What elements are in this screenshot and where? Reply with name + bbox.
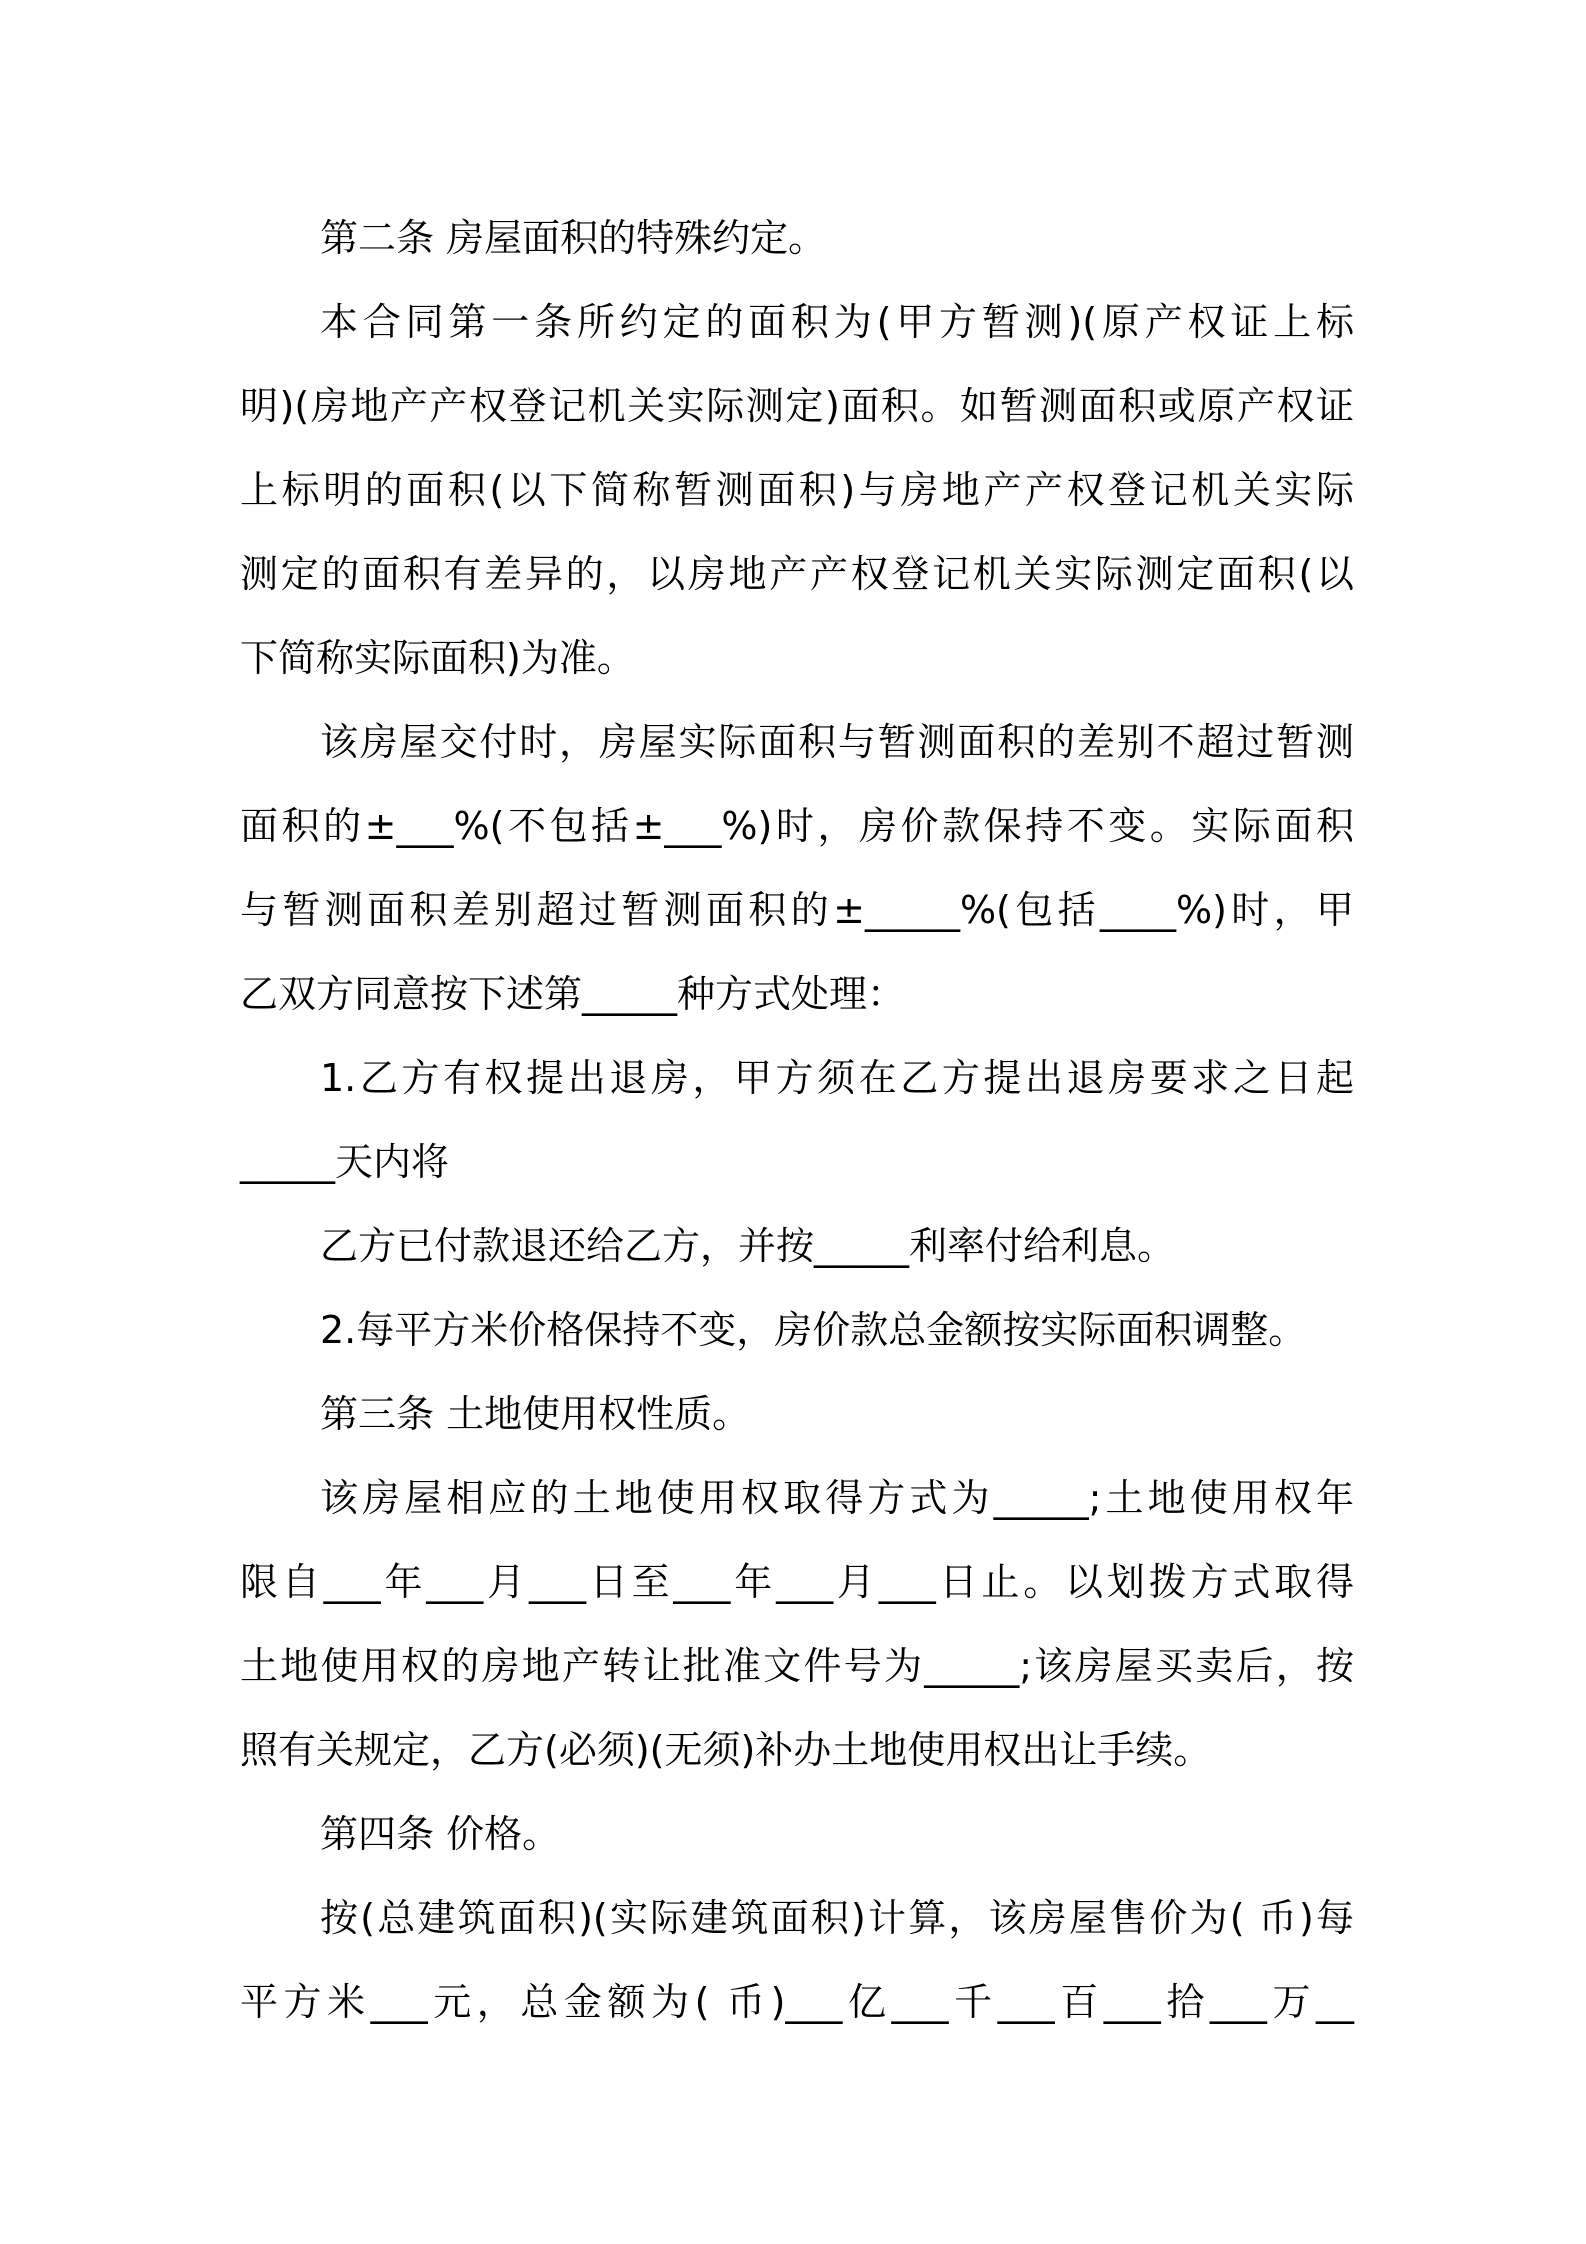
document-line: 与暂测面积差别超过暂测面积的±_____%(包括____%)时，甲 xyxy=(240,888,1354,932)
document-line: 土地使用权的房地产转让批准文件号为_____;该房屋买卖后，按 xyxy=(240,1644,1354,1688)
document-line: 限自___年___月___日至___年___月___日止。以划拨方式取得 xyxy=(240,1560,1354,1604)
document-line: 测定的面积有差异的，以房地产产权登记机关实际测定面积(以 xyxy=(240,552,1354,596)
document-line: 1.乙方有权提出退房，甲方须在乙方提出退房要求之日起 xyxy=(320,1056,1354,1100)
document-line: 平方米___元，总金额为( 币)___亿___千___百___拾___万__ xyxy=(240,1980,1354,2024)
document-line: 按(总建筑面积)(实际建筑面积)计算，该房屋售价为( 币)每 xyxy=(320,1896,1354,1940)
document-line: 第三条 土地使用权性质。 xyxy=(320,1392,751,1436)
document-line: 本合同第一条所约定的面积为(甲方暂测)(原产权证上标 xyxy=(320,300,1354,344)
document-line: _____天内将 xyxy=(240,1140,450,1184)
document-line: 下简称实际面积)为准。 xyxy=(240,636,635,680)
document-line: 乙方已付款退还给乙方，并按_____利率付给利息。 xyxy=(320,1224,1176,1268)
document-line: 第四条 价格。 xyxy=(320,1812,561,1856)
document-line: 明)(房地产产权登记机关实际测定)面积。如暂测面积或原产权证 xyxy=(240,384,1354,428)
document-line: 面积的±___%(不包括±___%)时，房价款保持不变。实际面积 xyxy=(240,804,1354,848)
document-line: 该房屋相应的土地使用权取得方式为_____;土地使用权年 xyxy=(320,1476,1354,1520)
document-line: 上标明的面积(以下简称暂测面积)与房地产产权登记机关实际 xyxy=(240,468,1354,512)
document-line: 乙双方同意按下述第_____种方式处理： xyxy=(240,972,906,1016)
document-line: 2.每平方米价格保持不变，房价款总金额按实际面积调整。 xyxy=(320,1308,1307,1352)
document-line: 照有关规定，乙方(必须)(无须)补办土地使用权出让手续。 xyxy=(240,1728,1212,1772)
document-line: 第二条 房屋面积的特殊约定。 xyxy=(320,216,827,260)
document-line: 该房屋交付时，房屋实际面积与暂测面积的差别不超过暂测 xyxy=(320,720,1354,764)
